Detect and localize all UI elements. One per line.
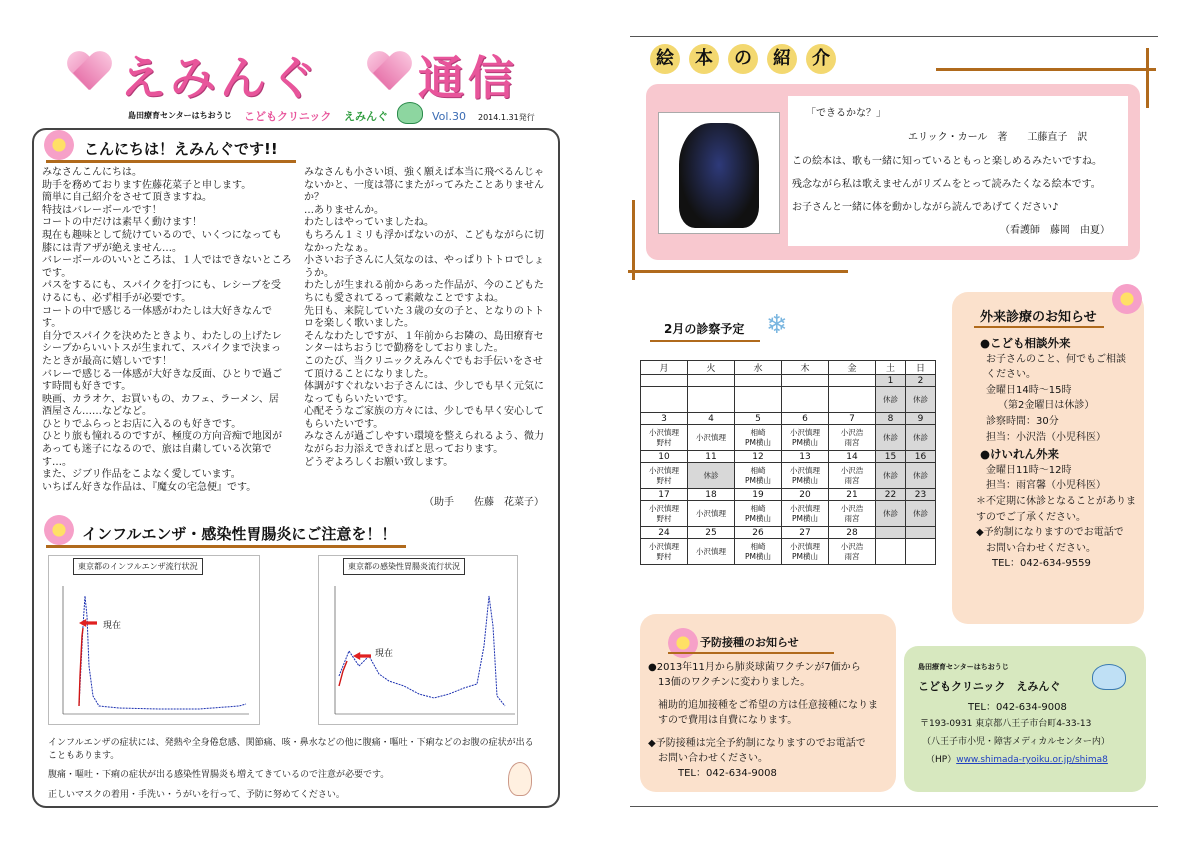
vol-number: Vol.30 [432, 110, 466, 123]
greeting-heading: こんにちは！えみんぐです!! [84, 140, 278, 158]
outpatient-line: ●こども相談外来 [980, 336, 1071, 350]
calendar-cell: 小沢浩 雨宮 [829, 501, 876, 527]
calendar-day-number: 24 [641, 527, 688, 539]
gastro-chart [318, 555, 518, 725]
outpatient-line: 金曜日11時～12時 [986, 464, 1072, 476]
contact-tel: TEL：042-634-9008 [968, 702, 1067, 713]
greeting-col2: みなさんも小さい頃、強く願えば本当に飛べるんじゃ ないかと、一度は箒にまたがってみたことありません か？ …ありませんか。 わたしはやっていましたね。 もちろん１ミリも浮かばないのが、こどもながらに切 なかったなぁ。 小さいお子さんに人気なのは、やっぱりトトロでしょ うか。 わたしが生まれる前からあった作品が、今のこどもた ちにも愛されてるって素敵なことですよね。 先日も、来院していた３歳の女の子と、となりのトト ロを楽しく歌いました。 そんなわたしですが、１年前からお隣の、島田療育セ ンターはちおうじで勤務をしておりました。 このたび、当クリニックえみんぐでもお手伝いをさせ て頂けることになりました。 体調がすぐれないお子さんには、少しでも早く元気に なってもらいたいです。 心配そうなご家族の方々には、少しでも早く安心して もらいたいです。 みなさんが過ごしやすい環境を整えられるよう、微力 ながらお力添えできればと思っております。 どうぞよろしくお願い致します。 [304, 167, 544, 468]
outpatient-line: 担当：雨宮馨（小児科医） [986, 480, 1106, 492]
calendar-day-number: 16 [906, 451, 936, 463]
calendar-cell: 休診 [906, 501, 936, 527]
outpatient-line: ●けいれん外来 [980, 447, 1060, 462]
book-desc-2: 残念ながら私は歌えませんがリズムをとって読みたくなる絵本です。 [792, 179, 1101, 190]
calendar-day-number [906, 527, 936, 539]
outpatient-line: 診察時間：30分 [986, 415, 1059, 427]
calendar-day-number: 28 [829, 527, 876, 539]
book-signature: （看護師 藤岡 由夏） [1000, 225, 1110, 236]
outpatient-line: すのでご了承ください。 [976, 511, 1086, 523]
calendar-day-number [735, 375, 782, 387]
flu-body-3: 正しいマスクの着用・手洗い・うがいを行って、予防に努めてください。 [48, 790, 345, 800]
snowflake-icon: ❄ [766, 310, 788, 340]
outpatient-line: ください。 [986, 369, 1036, 381]
calendar-cell [829, 387, 876, 413]
calendar-cell: 小沢慎理 [688, 425, 735, 451]
outpatient-line: （第2金曜日は休診） [998, 400, 1095, 412]
calendar-day-number: 11 [688, 451, 735, 463]
calendar-day-number: 5 [735, 413, 782, 425]
calendar-cell [782, 387, 829, 413]
calendar-cell: 小沢浩 雨宮 [829, 425, 876, 451]
calendar-cell: 休診 [906, 425, 936, 451]
issue-date: 2014.1.31発行 [478, 113, 535, 122]
newsletter-title: えみんぐ [120, 51, 320, 105]
calendar-day-number: 14 [829, 451, 876, 463]
calendar-day-number [641, 375, 688, 387]
calendar-cell: 休診 [688, 463, 735, 489]
calendar-day-number: 21 [829, 489, 876, 501]
calendar-day-number: 6 [782, 413, 829, 425]
book-cover-image [658, 112, 780, 234]
book-heading: 絵 本 の 紹 介 [650, 44, 845, 74]
outpatient-line: TEL：042-634-9559 [992, 558, 1091, 570]
contact-sub: （八王子市小児・障害メディカルセンター内） [922, 737, 1110, 747]
calendar-day-number: 20 [782, 489, 829, 501]
calendar-cell: 小沢慎理 野村 [641, 425, 688, 451]
calendar-cell: 小沢慎理 PM横山 [782, 501, 829, 527]
calendar-cell: 小沢慎理 [688, 539, 735, 565]
calendar-day-number [876, 527, 906, 539]
contact-org: 島田療育センターはちおうじ [918, 663, 1009, 671]
calendar-cell: 小沢浩 雨宮 [829, 463, 876, 489]
book-desc-3: お子さんと一緒に体を動かしながら読んであげてください♪ [792, 202, 1059, 213]
calendar-day-number: 13 [782, 451, 829, 463]
clinic-name: こどもクリニック [244, 110, 332, 123]
calendar-cell: 小沢慎理 [688, 501, 735, 527]
calendar-day-number: 17 [641, 489, 688, 501]
calendar-cell: 小沢浩 雨宮 [829, 539, 876, 565]
calendar-day-number: 10 [641, 451, 688, 463]
outpatient-lines [962, 334, 1142, 572]
calendar-cell: 休診 [876, 463, 906, 489]
book-author: エリック・カール 著 工藤直子 訳 [908, 132, 1088, 143]
vaccine-line: TEL：042-634-9008 [678, 768, 777, 779]
schedule-table: 月 火 水 木 金 土 日 1 2 休診 休診 3 4 5 6 7 8 9 小沢慎理 野村 小沢慎理 相崎 PM横山 小沢慎理 PM横山 小沢浩 雨宮 休診 休診 10 11 12 13 14 15 16 小沢慎理 野村 休診 相崎 PM横山 小沢慎理 PM横山 小沢浩 雨宮 休診 休診 17 18 19 20 21 22 23 小沢慎理 野村 小沢慎理 相崎 PM横山 小沢慎理 PM横山 小沢浩 雨宮 休診 休診 24 25 26 27 28 小沢慎理 野村 小沢慎理 相崎 PM横山 小沢慎理 PM横山 小沢浩 雨宮 [640, 360, 936, 565]
calendar-cell [688, 387, 735, 413]
flu-body-2: 腹痛・嘔吐・下痢の症状が出る感染性胃腸炎も増えてきているので注意が必要です。 [48, 770, 390, 780]
calendar-cell: 小沢慎理 PM横山 [782, 463, 829, 489]
vaccine-line: ◆予防接種は完全予約制になりますのでお電話で [648, 738, 866, 749]
book-desc-1: この絵本は、歌も一緒に知っているともっと楽しめるみたいですね。 [792, 156, 1102, 167]
heart-icon [66, 52, 112, 92]
vaccine-lines [648, 660, 892, 781]
calendar-day-number: 27 [782, 527, 829, 539]
calendar-day-number: 12 [735, 451, 782, 463]
outpatient-line: ◆予約制になりますのでお電話で [976, 527, 1124, 539]
calendar-day-number [782, 375, 829, 387]
vaccine-line: すので費用は自費になります。 [658, 715, 798, 726]
vaccine-line: ●2013年11月から肺炎球菌ワクチンが7価から [648, 662, 861, 673]
calendar-cell: 小沢慎理 野村 [641, 539, 688, 565]
gastro-chart-title: 東京都の感染性胃腸炎流行状況 [343, 558, 465, 575]
flower-icon [1112, 284, 1142, 314]
heart-icon [366, 52, 412, 92]
vaccine-line: 13価のワクチンに変わりました。 [658, 677, 811, 688]
flower-icon [44, 515, 74, 545]
calendar-day-number: 26 [735, 527, 782, 539]
flu-body-1: インフルエンザの症状には、発熱や全身倦怠感、関節痛、咳・鼻水などの他に腹痛・嘔吐・下痢などのお腹の症状が出る こともあります。 [48, 738, 534, 761]
outpatient-line: お子さんのこと、何でもご相談 [986, 353, 1126, 365]
mascot-icon [397, 102, 423, 124]
clinic-name-2: えみんぐ [344, 110, 388, 123]
calendar-cell [641, 387, 688, 413]
newsletter-title-right: 通信 [418, 51, 518, 105]
calendar-cell: 休診 [876, 387, 906, 413]
flu-heading: インフルエンザ・感染性胃腸炎にご注意を！！ [82, 525, 397, 543]
calendar-cell: 相崎 PM横山 [735, 501, 782, 527]
outpatient-line: お問い合わせください。 [986, 542, 1096, 554]
calendar-day-number: 4 [688, 413, 735, 425]
calendar-cell [876, 539, 906, 565]
homepage-link[interactable]: www.shimada-ryoiku.or.jp/shima8 [956, 755, 1108, 765]
calendar-cell: 相崎 PM横山 [735, 463, 782, 489]
outpatient-line: ＊不定期に休診となることがありま [976, 495, 1136, 507]
calendar-day-number: 15 [876, 451, 906, 463]
flu-chart-title: 東京都のインフルエンザ流行状況 [73, 558, 203, 575]
calendar-day-number: 18 [688, 489, 735, 501]
greeting-signature: （助手 佐藤 花菜子） [424, 497, 544, 508]
calendar-day-number: 19 [735, 489, 782, 501]
calendar-day-number: 25 [688, 527, 735, 539]
calendar-day-number: 23 [906, 489, 936, 501]
calendar-day-number: 8 [876, 413, 906, 425]
mascot-icon [1092, 664, 1126, 690]
greeting-col1: みなさんこんにちは。 助手を務めております佐藤花菜子と申します。 簡単に自己紹介をさせて頂きますね。 特技はバレーボールです！ コートの中だけは素早く動けます！ 現在も趣味として続けているので、いくつになっても 膝には青アザが絶えません…。 バレーボールのいいところは、１人ではできないところ です。 パスをするにも、スパイクを打つにも、レシーブを受 けるにも、必ず相手が必要です。 コートの中で感じる一体感がわたしは大好きなんで す。 自分でスパイクを決めたときより、わたしの上げたレ シーブからいいトスが生まれて、スパイクまで決まっ たときが最高に嬉しいです！ バレーで感じる一体感が大好きな反面、ひとりで過ご す時間も好きです。 映画、カラオケ、お買いもの、カフェ、ラーメン、居 酒屋さん……などなど。 ひとりでふらっとお店に入るのも好きです。 ひとり旅も憧れるのですが、極度の方向音痴で地図が あっても迷子になるので、旅は自粛している次第で す…。 また、ジブリ作品をこよなく愛しています。 いちばん好きな作品は、『魔女の宅急便』です。 [42, 167, 292, 493]
calendar-cell [735, 387, 782, 413]
calendar-day-number: 7 [829, 413, 876, 425]
calendar-cell: 小沢慎理 PM横山 [782, 425, 829, 451]
now-label: 現在 [375, 649, 394, 659]
org-name: 島田療育センターはちおうじ [128, 111, 232, 120]
calendar-day-number: 2 [906, 375, 936, 387]
calendar-cell: 相崎 PM横山 [735, 425, 782, 451]
calendar-cell [906, 539, 936, 565]
calendar-cell: 小沢慎理 野村 [641, 463, 688, 489]
book-title: 「できるかな？」 [806, 108, 886, 119]
calendar-cell: 小沢慎理 野村 [641, 501, 688, 527]
calendar-cell: 休診 [906, 463, 936, 489]
calendar-cell: 休診 [876, 425, 906, 451]
calendar-day-number: 3 [641, 413, 688, 425]
contact-hp: （HP）www.shimada-ryoiku.or.jp/shima8 [926, 755, 1108, 765]
calendar-cell: 休診 [906, 387, 936, 413]
vaccine-line: お問い合わせください。 [658, 753, 768, 764]
contact-address: 〒193-0931 東京都八王子市台町4-33-13 [920, 719, 1092, 729]
now-label: 現在 [103, 621, 122, 631]
vaccine-line: 補助的追加接種をご希望の方は任意接種になりま [658, 700, 878, 711]
calendar-cell: 相崎 PM横山 [735, 539, 782, 565]
flu-chart [48, 555, 260, 725]
calendar-day-number: 9 [906, 413, 936, 425]
schedule-heading: 2月の診察予定 [664, 322, 745, 336]
vaccine-heading: 予防接種のお知らせ [700, 636, 799, 649]
outpatient-heading: 外来診療のお知らせ [980, 310, 1097, 325]
calendar-day-number: 22 [876, 489, 906, 501]
calendar-day-number: 1 [876, 375, 906, 387]
rabbit-icon [508, 762, 532, 796]
calendar-day-number [688, 375, 735, 387]
contact-clinic: こどもクリニック えみんぐ [918, 680, 1061, 693]
outpatient-line: 金曜日14時～15時 [986, 384, 1072, 396]
calendar-day-number [829, 375, 876, 387]
flower-icon [44, 130, 74, 160]
calendar-cell: 休診 [876, 501, 906, 527]
calendar-cell: 小沢慎理 PM横山 [782, 539, 829, 565]
outpatient-line: 担当：小沢浩（小児科医） [986, 431, 1106, 443]
